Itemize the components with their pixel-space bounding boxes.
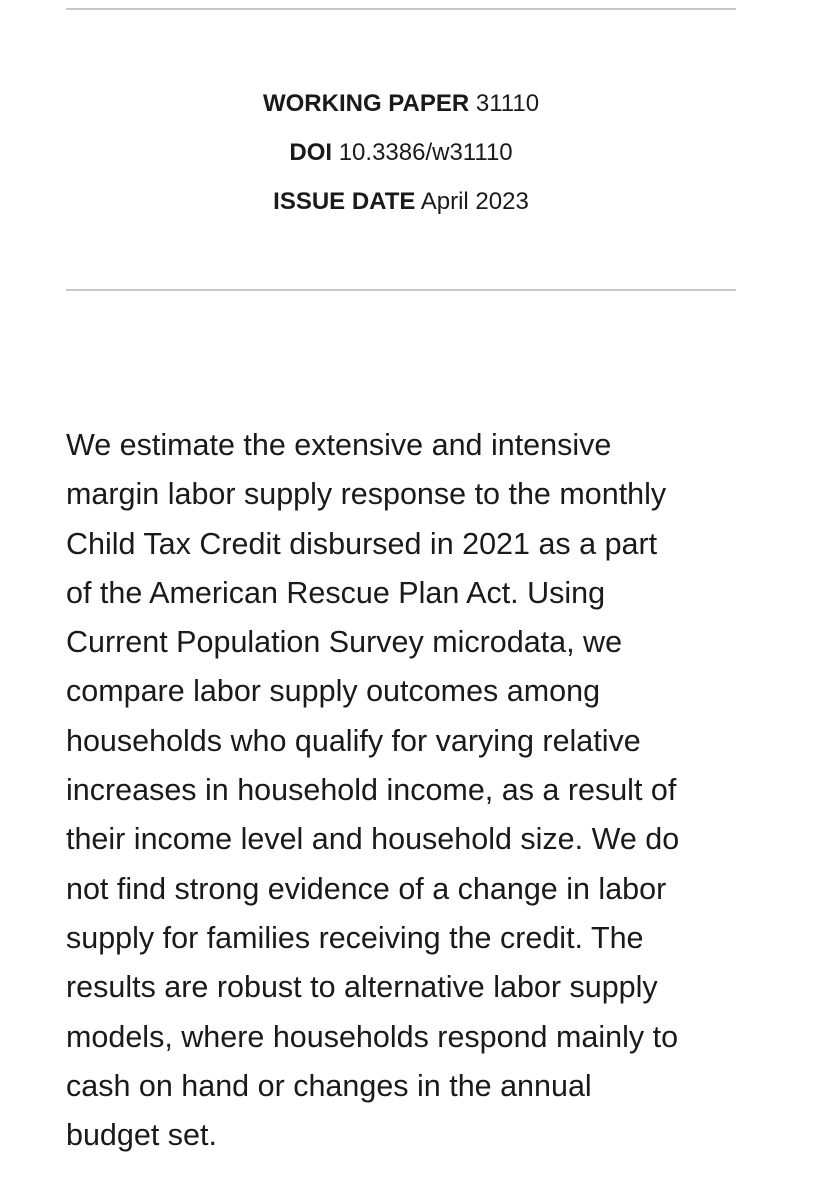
working-paper-row — [66, 79, 736, 128]
doi-label: DOI — [289, 139, 333, 166]
doi-row — [66, 128, 736, 177]
issue-date-label: ISSUE DATE — [273, 188, 416, 215]
working-paper-number: 31110 — [475, 90, 540, 117]
issue-date-row — [66, 177, 736, 226]
abstract-line: increases in household income, as a result of — [66, 773, 677, 808]
abstract-line: compare labor supply outcomes among — [66, 674, 601, 709]
abstract-line: results are robust to alternative labor supply — [66, 970, 658, 1005]
bottom-divider — [66, 289, 736, 291]
top-divider — [66, 8, 736, 10]
paper-metadata — [66, 79, 736, 226]
issue-date-value: April 2023 — [420, 188, 529, 215]
doi-value: 10.3386/w31110 — [338, 139, 513, 166]
abstract-line: Current Population Survey microdata, we — [66, 625, 623, 660]
abstract-line: models, where households respond mainly to — [66, 1019, 679, 1054]
abstract-line: supply for families receiving the credit. The — [66, 920, 644, 955]
abstract-line: cash on hand or changes in the annual — [66, 1068, 592, 1103]
abstract-text — [66, 421, 746, 1160]
abstract-line: We estimate the extensive and intensive — [66, 428, 612, 462]
abstract-line: Child Tax Credit disbursed in 2021 as a part — [66, 526, 658, 561]
abstract-line: margin labor supply response to the monthly — [66, 477, 667, 512]
abstract-line: of the American Rescue Plan Act. Using — [66, 575, 606, 610]
abstract-line: households who qualify for varying relative — [66, 723, 641, 758]
abstract-line: budget set. — [66, 1118, 217, 1153]
abstract-line: not find strong evidence of a change in labor — [66, 871, 667, 906]
working-paper-label: WORKING PAPER — [262, 90, 470, 117]
abstract-line: their income level and household size. We do — [66, 822, 680, 857]
